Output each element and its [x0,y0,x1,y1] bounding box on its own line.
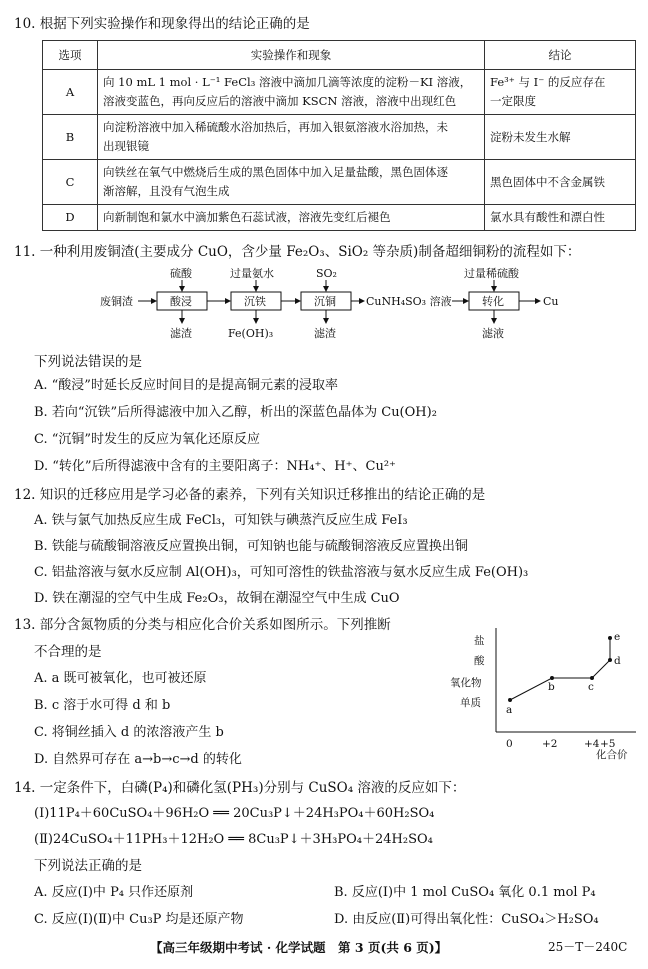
row-option: B [43,115,98,160]
row-operation: 向淀粉溶液中加入稀硫酸水浴加热后，再加入银氨溶液水浴加热，未 出现银镜 [98,115,485,160]
row-option: D [43,205,98,231]
header-conclusion: 结论 [485,41,636,70]
q11-option-b: B. 若向“沉铁”后所得滤液中加入乙醇，析出的深蓝色晶体为 Cu(OH)₂ [34,405,437,420]
footer-title: 【高三年级期中考试 · 化学试题 第 3 页(共 6 页)】 [150,940,448,955]
x-label-0: 0 [506,738,513,750]
q11-option-c: C. “沉铜”时发生的反应为氧化还原反应 [34,432,261,447]
table-row [43,115,636,160]
q13-title-2: 不合理的是 [34,644,102,660]
flow-box2-label: 沉铁 [244,295,266,308]
q11-prompt: 下列说法错误的是 [34,354,142,370]
header-operation: 实验操作和现象 [98,41,485,70]
point-d [608,658,612,662]
row-operation: 向 10 mL 1 mol · L⁻¹ FeCl₃ 溶液中滴加几滴等浓度的淀粉－KI 溶液， 溶液变蓝色，再向反应后的溶液中滴加 KSCN 溶液，溶液中出现红色 [98,70,485,115]
row-conclusion: 氯水具有酸性和漂白性 [485,205,636,231]
flow-box3-label: 沉铜 [314,295,336,308]
q10-table [42,40,636,231]
q12-option-b: B. 铁能与硫酸铜溶液反应置换出铜，可知钠也能与硫酸铜溶液反应置换出铜 [34,539,468,554]
point-label-d: d [614,655,621,667]
y-label-element: 单质 [460,697,481,709]
point-e [608,636,612,640]
row-option: A [43,70,98,115]
point-label-e: e [614,631,621,643]
x-label-4: +4 [584,738,600,750]
q10-title: 10. 根据下列实验操作和现象得出的结论正确的是 [14,16,310,32]
flow-box1-label: 酸浸 [170,295,192,308]
table-row [43,205,636,231]
q12-option-d: D. 铁在潮湿的空气中生成 Fe₂O₃，故铜在潮湿空气中生成 CuO [34,591,400,606]
q14-equation-2: (Ⅱ)24CuSO₄＋11PH₃＋12H₂O ══ 8Cu₃P↓＋3H₃PO₄＋24H₂SO₄ [34,832,433,847]
q11-title: 11. 一种利用废铜渣(主要成分 CuO，含少量 Fe₂O₃、SiO₂ 等杂质)制备超细铜粉的流程如下： [14,244,581,260]
q11-option-d: D. “转化”后所得滤液中含有的主要阳离子：NH₄⁺、H⁺、Cu²⁺ [34,459,396,474]
flow-top2: 过量氨水 [230,267,274,280]
x-label-2: +2 [542,738,558,750]
row-conclusion: 黑色固体中不含金属铁 [485,160,636,205]
q14-option-b: B. 反应(Ⅰ)中 1 mol CuSO₄ 氧化 0.1 mol P₄ [334,885,596,900]
point-a [508,698,512,702]
q13-title: 13. 部分含氮物质的分类与相应化合价关系如图所示。下列推断 [14,617,391,633]
point-label-c: c [588,681,594,693]
q14-title: 14. 一定条件下，白磷(P₄)和磷化氢(PH₃)分别与 CuSO₄ 溶液的反应如下： [14,780,466,796]
q14-option-c: C. 反应(Ⅰ)(Ⅱ)中 Cu₃P 均是还原产物 [34,912,244,927]
q11-flowchart [100,267,580,347]
q12-option-c: C. 铝盐溶液与氨水反应制 Al(OH)₃，可知可溶性的铁盐溶液与氨水反应生成 Fe(OH)₃ [34,565,529,580]
table-row [43,70,636,115]
row-conclusion: 淀粉未发生水解 [485,115,636,160]
flow-box4-label: 转化 [482,295,504,308]
flow-end: Cu [543,295,559,308]
point-label-a: a [506,704,513,716]
flow-start: 废铜渣 [100,295,133,308]
y-label-oxide: 氧化物 [450,677,482,689]
point-c [590,676,594,680]
q14-equation-1: (Ⅰ)11P₄＋60CuSO₄＋96H₂O ══ 20Cu₃P↓＋24H₃PO₄＋60H₂SO₄ [34,806,435,821]
point-label-b: b [548,681,555,693]
flow-bot4: 滤液 [482,327,504,340]
row-conclusion: Fe³⁺ 与 I⁻ 的反应存在 一定限度 [485,70,636,115]
y-label-salt: 盐 [474,635,485,647]
q13-option-d: D. 自然界可存在 a→b→c→d 的转化 [34,752,242,767]
footer-code: 25－T－240C [548,940,628,954]
point-b [550,676,554,680]
row-operation: 向铁丝在氧气中燃烧后生成的黑色固体中加入足量盐酸，黑色固体逐 渐溶解，且没有气泡生成 [98,160,485,205]
q13-valence-graph [440,620,640,760]
flow-bot3: 滤渣 [314,327,336,340]
row-option: C [43,160,98,205]
q13-option-c: C. 将铜丝插入 d 的浓溶液产生 b [34,725,224,740]
q12-title: 12. 知识的迁移应用是学习必备的素养，下列有关知识迁移推出的结论正确的是 [14,487,486,503]
q11-option-a: A. “酸浸”时延长反应时间目的是提高铜元素的浸取率 [34,378,338,393]
q13-option-a: A. a 既可被氧化，也可被还原 [34,671,207,686]
q12-option-a: A. 铁与氯气加热反应生成 FeCl₃，可知铁与碘蒸汽反应生成 FeI₃ [34,513,408,528]
x-axis-title: 化合价 [596,749,628,760]
flow-top4: 过量稀硫酸 [464,267,519,280]
y-label-acid: 酸 [474,655,485,667]
flow-bot2: Fe(OH)₃ [228,327,274,340]
q14-prompt: 下列说法正确的是 [34,858,142,874]
flow-top3: SO₂ [316,267,337,280]
flow-mid: CuNH₄SO₃ 溶液 [366,295,452,308]
q13-option-b: B. c 溶于水可得 d 和 b [34,698,171,713]
x-label-5: +5 [600,738,616,750]
q14-option-d: D. 由反应(Ⅱ)可得出氧化性：CuSO₄＞H₂SO₄ [334,912,599,927]
q14-option-a: A. 反应(Ⅰ)中 P₄ 只作还原剂 [34,885,194,900]
header-option: 选项 [43,41,98,70]
table-row [43,160,636,205]
table-header-row [43,41,636,70]
flow-bot1: 滤渣 [170,327,192,340]
row-operation: 向新制饱和氯水中滴加紫色石蕊试液，溶液先变红后褪色 [98,205,485,231]
flow-top1: 硫酸 [170,267,192,280]
valence-path [510,638,610,700]
